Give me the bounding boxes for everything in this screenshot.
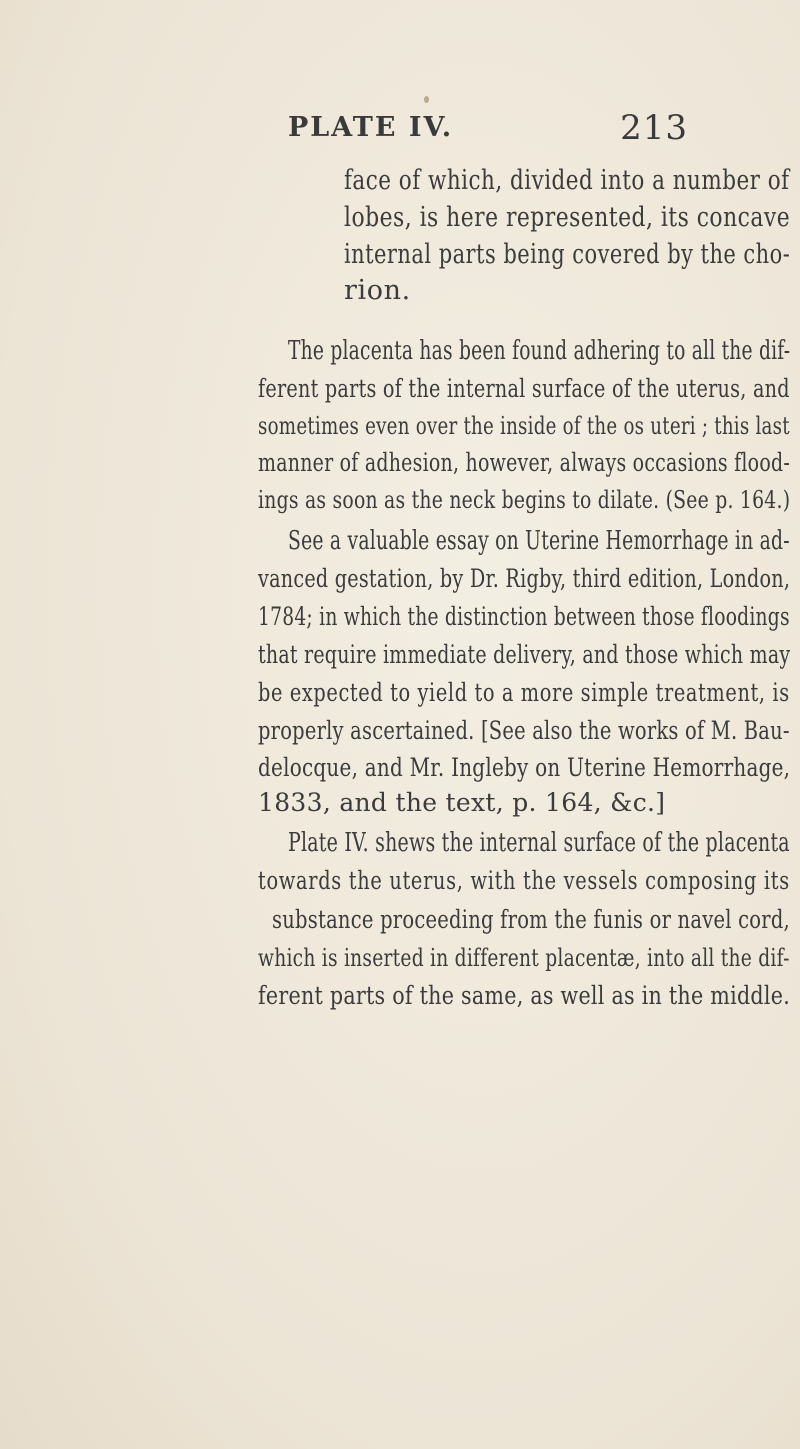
text-line: that require immediate delivery, and those which may	[258, 640, 791, 669]
text-line: manner of adhesion, however, always occasions flood-	[258, 448, 791, 477]
text-line: be expected to yield to a more simple treatment, is	[258, 678, 790, 707]
text-line: which is inserted in different placentæ, into all the dif-	[258, 944, 790, 972]
text-line: See a valuable essay on Uterine Hemorrhage in ad-	[288, 526, 790, 556]
text-line: 1784; in which the distinction between those floodings	[258, 602, 790, 631]
text-line: face of which, divided into a number of	[344, 165, 790, 196]
text-line: lobes, is here represented, its concave	[344, 202, 791, 233]
text-line: ferent parts of the internal surface of the uterus, and	[258, 374, 790, 403]
text-line: Plate IV. shews the internal surface of the placenta	[288, 828, 790, 858]
text-line: delocque, and Mr. Ingleby on Uterine Hemorrhage,	[258, 753, 791, 782]
ink-speck	[424, 96, 429, 103]
plate-title: PLATE IV.	[288, 112, 454, 143]
text-line: sometimes even over the inside of the os uteri ; this last	[258, 412, 790, 440]
text-line: 1833, and the text, p. 164, &c.]	[258, 788, 666, 817]
text-line: properly ascertained. [See also the works of M. Bau-	[258, 716, 790, 745]
text-line: vanced gestation, by Dr. Rigby, third edition, London,	[258, 564, 791, 593]
text-line: ferent parts of the same, as well as in the middle.	[258, 981, 791, 1010]
running-head	[288, 108, 688, 152]
text-line: rion.	[344, 275, 411, 306]
text-line: ings as soon as the neck begins to dilate. (See p. 164.)	[258, 486, 791, 514]
text-line: internal parts being covered by the cho-	[344, 239, 791, 270]
page-number: 213	[620, 108, 688, 148]
text-line: substance proceeding from the funis or navel cord,	[272, 905, 790, 934]
text-line: towards the uterus, with the vessels composing its	[258, 866, 790, 895]
text-line: The placenta has been found adhering to all the dif-	[288, 336, 791, 366]
